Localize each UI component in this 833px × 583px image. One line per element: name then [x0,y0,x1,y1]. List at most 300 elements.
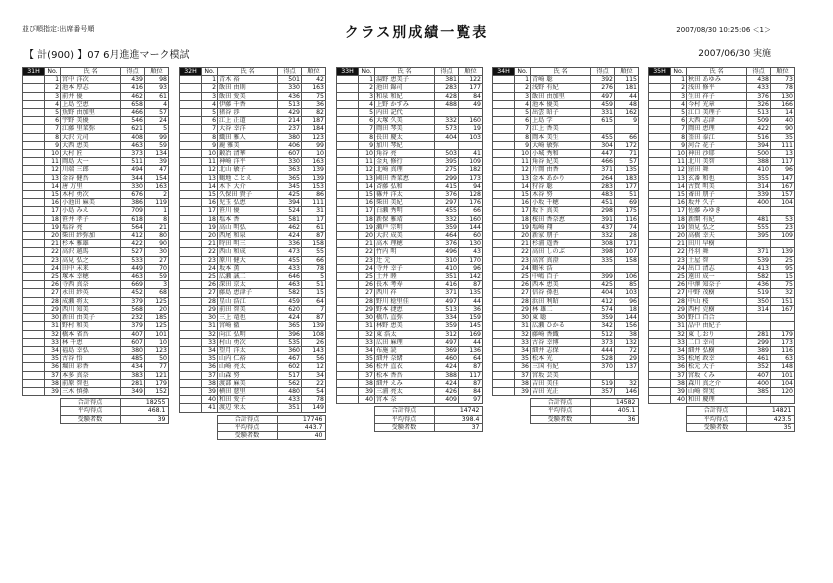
table-row [649,84,795,92]
student-score: 304 [591,141,615,149]
student-rank: 75 [771,281,795,289]
student-name: 竹内 明 [375,248,435,256]
table-row [493,248,639,256]
row-spacer [649,84,671,92]
student-rank: 86 [302,191,326,199]
summary-count-value: 39 [120,415,168,423]
student-name: 鍛冶 清華 [218,150,278,158]
student-rank: 170 [459,256,483,264]
table-row [337,76,483,84]
student-score: 283 [435,84,459,92]
table-row [180,92,326,100]
student-name: 小島 みえ [61,207,121,215]
row-spacer [337,330,359,338]
table-row [649,117,795,125]
student-name: 塩谷 亮 [61,223,121,231]
student-rank: 167 [771,305,795,313]
summary-total-value: 14582 [590,399,638,407]
table-row [493,379,639,387]
row-spacer [493,305,515,313]
student-score: 412 [591,297,615,305]
student-name: 金丸 修行 [375,158,435,166]
student-name: 上野 かすみ [375,100,435,108]
student-no: 38 [515,379,531,387]
student-no: 21 [202,240,218,248]
table-row [180,273,326,281]
student-rank: 156 [615,322,639,330]
student-score: 416 [121,84,145,92]
student-score: 615 [591,117,615,125]
student-rank: 99 [145,133,169,141]
table-row [180,240,326,248]
student-name: 唐 万里 [61,182,121,190]
row-spacer [649,158,671,166]
row-spacer [337,84,359,92]
student-score: 379 [121,297,145,305]
table-row [493,273,639,281]
header-score: 得点 [747,68,771,76]
student-name: 成瀬 将太 [61,297,121,305]
summary-spacer [22,399,60,407]
table-row [649,387,795,395]
student-rank: 96 [771,166,795,174]
table-row [649,150,795,158]
header-rank: 順位 [459,68,483,76]
table-row [180,223,326,231]
student-rank: 28 [615,232,639,240]
student-score: 480 [278,387,302,395]
student-no: 3 [359,92,375,100]
summary-total-row [336,407,482,415]
summary-count-value: 40 [277,431,325,439]
row-spacer [23,158,45,166]
row-spacer [23,199,45,207]
table-row [649,355,795,363]
student-rank: 185 [145,314,169,322]
table-row [337,133,483,141]
student-rank: 104 [771,379,795,387]
student-no: 22 [45,248,61,256]
student-no: 5 [515,109,531,117]
student-rank: 119 [145,199,169,207]
table-row [337,338,483,346]
student-no: 15 [202,191,218,199]
table-row [649,322,795,330]
table-row [180,404,326,412]
summary-total-label: 合計得点 [530,399,590,407]
student-name: 玄番 和也 [687,174,747,182]
student-no: 30 [671,314,687,322]
table-row [649,223,795,231]
student-rank: 87 [302,314,326,322]
student-score: 497 [435,338,459,346]
student-name: 北崎 真理 [375,166,435,174]
student-no: 39 [671,387,687,395]
table-row [337,92,483,100]
row-spacer [493,297,515,305]
row-spacer [493,289,515,297]
student-no: 27 [671,289,687,297]
student-rank: 139 [302,174,326,182]
student-no: 13 [515,174,531,182]
row-spacer [493,371,515,379]
row-spacer [23,215,45,223]
student-rank: 147 [771,174,795,182]
student-name: 田中 未来 [61,264,121,272]
table-row [23,117,169,125]
student-score: 646 [278,273,302,281]
student-rank: 109 [771,232,795,240]
table-row [493,289,639,297]
summary-table [648,406,795,432]
table-row [23,289,169,297]
table-row [180,305,326,313]
table-row [493,387,639,395]
student-rank: 22 [302,379,326,387]
student-score: 568 [121,305,145,313]
student-rank: 159 [459,314,483,322]
student-score: 396 [278,330,302,338]
student-score: 383 [121,371,145,379]
student-score: 512 [591,330,615,338]
student-rank: 5 [302,273,326,281]
summary-count-label: 受験者数 [60,415,120,423]
table-row [337,207,483,215]
student-name: 國田 香菜恵 [375,174,435,182]
student-score: 424 [278,314,302,322]
table-row [649,158,795,166]
student-rank: 50 [145,355,169,363]
student-name: 池本 厚志 [61,84,121,92]
student-rank: 90 [145,240,169,248]
student-no: 3 [45,92,61,100]
student-score: 410 [435,264,459,272]
header-score: 得点 [435,68,459,76]
student-score: 620 [278,305,302,313]
table-row [493,166,639,174]
student-score: 501 [278,76,302,84]
table-row [649,174,795,182]
row-spacer [493,92,515,100]
student-rank: 108 [302,330,326,338]
student-no: 15 [515,191,531,199]
row-spacer [337,158,359,166]
student-rank: 97 [459,396,483,404]
student-score: 395 [435,158,459,166]
row-spacer [649,289,671,297]
row-spacer [493,355,515,363]
student-name: 野川 稔里佳 [375,297,435,305]
student-rank: 135 [459,289,483,297]
table-row [493,240,639,248]
student-no: 9 [202,141,218,149]
student-score: 500 [747,150,771,158]
row-spacer [180,141,202,149]
row-spacer [337,223,359,231]
table-row [180,125,326,133]
student-no: 29 [359,305,375,313]
student-score: 436 [278,92,302,100]
student-rank: 183 [615,174,639,182]
table-row [23,330,169,338]
student-score: 497 [435,297,459,305]
table-row [23,387,169,395]
student-no: 28 [515,297,531,305]
student-score: 299 [435,174,459,182]
row-spacer [23,92,45,100]
table-row [337,355,483,363]
row-spacer [23,207,45,215]
student-name: 布施 読 [375,346,435,354]
student-score: 392 [591,76,615,84]
student-rank: 116 [771,346,795,354]
summary-spacer [336,423,374,431]
student-no: 9 [671,141,687,149]
student-rank: 87 [459,379,483,387]
student-no: 39 [515,387,531,395]
student-score: 349 [121,387,145,395]
table-row [649,289,795,297]
row-spacer [23,387,45,395]
exam-name: 【 計(900) 】07 6月進進マーク模試 [24,50,190,61]
student-score: 281 [747,330,771,338]
student-no: 25 [45,273,61,281]
table-row [180,215,326,223]
student-rank: 148 [771,363,795,371]
table-row [180,84,326,92]
student-rank: 111 [302,199,326,207]
row-spacer [23,240,45,248]
row-spacer [23,141,45,149]
student-no: 17 [45,207,61,215]
student-name: 塚本 幸穂 [61,273,121,281]
student-score: 355 [747,174,771,182]
student-name: 向江 弘明 [218,330,278,338]
student-no: 36 [202,363,218,371]
row-spacer [649,191,671,199]
student-rank: 4 [145,100,169,108]
student-no: 20 [45,232,61,240]
sort-order-label: 並び順指定:出席番号順 [22,25,95,33]
student-no: 4 [671,100,687,108]
student-score: 424 [278,232,302,240]
student-name: 古賀 明美 [687,182,747,190]
student-name: 久保田 貴子 [218,191,278,199]
student-rank: 47 [145,166,169,174]
student-name: 宇野 美優 [61,117,121,125]
table-row [337,223,483,231]
row-spacer [649,207,671,215]
row-spacer [493,117,515,125]
row-spacer [180,355,202,363]
student-no: 26 [671,281,687,289]
student-score: 404 [435,133,459,141]
class-table [492,67,639,396]
student-name: 宮本 奈 [375,396,435,404]
student-no: 32 [359,330,375,338]
student-score: 451 [591,199,615,207]
student-score: 400 [747,199,771,207]
student-no: 35 [671,355,687,363]
student-score: 373 [121,150,145,158]
student-no: 32 [202,330,218,338]
student-rank: 53 [771,215,795,223]
student-score: 449 [121,264,145,272]
student-rank: 25 [771,256,795,264]
student-score: 676 [121,191,145,199]
summary-spacer [648,423,686,431]
row-spacer [23,371,45,379]
student-rank: 60 [459,232,483,240]
student-name: 和泉 和紀 [375,92,435,100]
student-rank: 104 [771,199,795,207]
student-no: 34 [359,346,375,354]
student-no: 24 [515,264,531,272]
summary-average-value: 405.1 [590,407,638,415]
student-rank: 169 [459,330,483,338]
student-rank: 158 [302,240,326,248]
student-rank: 24 [145,117,169,125]
row-spacer [337,125,359,133]
row-spacer [23,191,45,199]
student-rank: 177 [615,182,639,190]
student-no: 13 [202,174,218,182]
student-score: 344 [121,174,145,182]
student-no: 10 [359,150,375,158]
table-row [180,174,326,182]
row-spacer [649,355,671,363]
student-no: 6 [671,117,687,125]
student-rank: 130 [459,240,483,248]
student-name: 桜田 香奈恵 [531,215,591,223]
student-score: 350 [747,297,771,305]
row-spacer [493,240,515,248]
student-name: 金谷 健吾 [61,174,121,182]
student-name: 飯田 由則 [218,84,278,92]
student-no: 31 [515,322,531,330]
student-name: 江藤 里菜弥 [61,125,121,133]
student-no: 38 [45,379,61,387]
table-row [649,264,795,272]
student-no: 34 [202,346,218,354]
student-score: 359 [435,322,459,330]
student-name: 伊藤 千香 [218,100,278,108]
table-row [493,84,639,92]
student-name: 西村 克樹 [687,305,747,313]
row-spacer [23,84,45,92]
student-rank: 15 [771,273,795,281]
student-name: 佐藤 みゆき [687,207,747,215]
row-spacer [493,338,515,346]
student-name: 和田 慶理 [687,396,747,404]
student-rank: 125 [145,297,169,305]
student-no: 18 [359,215,375,223]
student-name: 前井 優 [61,92,121,100]
student-no: 24 [202,264,218,272]
student-rank: 78 [302,396,326,404]
student-rank: 158 [615,256,639,264]
class-label: 33H [337,68,359,76]
table-row [180,355,326,363]
student-score: 513 [435,305,459,313]
student-score: 363 [278,166,302,174]
student-name: 河合 花子 [687,141,747,149]
row-spacer [337,240,359,248]
row-spacer [649,199,671,207]
student-rank: 32 [771,289,795,297]
student-score: 326 [747,100,771,108]
student-name: 田川 早樹 [687,240,747,248]
class-table [648,67,795,404]
summary-spacer [336,407,374,415]
class-label: 34H [493,68,515,76]
student-rank: 87 [459,363,483,371]
student-score: 369 [435,346,459,354]
table-row [180,371,326,379]
header-score: 得点 [591,68,615,76]
summary-table [179,415,326,441]
student-no: 38 [202,379,218,387]
student-rank: 38 [615,330,639,338]
class-column-31H [22,67,168,424]
row-spacer [493,264,515,272]
student-score: 330 [278,84,302,92]
summary-spacer [492,399,530,407]
student-name: 古谷 幸博 [531,338,591,346]
student-rank: 13 [771,150,795,158]
student-no: 17 [671,207,687,215]
student-no: 5 [202,109,218,117]
student-rank: 10 [145,338,169,346]
student-no: 11 [359,158,375,166]
student-name: 寺井 幸子 [375,264,435,272]
table-row [23,256,169,264]
student-score: 330 [121,182,145,190]
student-rank [615,371,639,379]
student-name: 須見 弘之 [687,223,747,231]
student-name: 大村 匠 [61,150,121,158]
row-spacer [180,92,202,100]
student-score: 494 [121,166,145,174]
summary-total-label: 合計得点 [686,407,746,415]
student-no: 30 [202,314,218,322]
student-name: 永田 紗英 [61,289,121,297]
student-no: 26 [45,281,61,289]
student-name: 古谷 悟 [61,355,121,363]
row-spacer [649,330,671,338]
student-name: 神崎 洋平 [218,158,278,166]
row-spacer [493,191,515,199]
student-no: 8 [202,133,218,141]
student-no: 36 [359,363,375,371]
student-rank: 160 [459,117,483,125]
table-row [337,379,483,387]
student-name: 渡部 麻美 [218,379,278,387]
table-row [337,248,483,256]
student-score: 312 [435,330,459,338]
student-name: 塩本 香 [218,215,278,223]
summary-count-row [22,415,168,423]
student-rank: 72 [615,346,639,354]
student-name: 三浦 亮太 [375,387,435,395]
student-no: 40 [359,396,375,404]
student-no: 6 [202,117,218,125]
row-spacer [180,281,202,289]
student-score: 452 [121,289,145,297]
student-score: 379 [121,322,145,330]
header-no: No. [45,68,61,76]
table-row [180,166,326,174]
